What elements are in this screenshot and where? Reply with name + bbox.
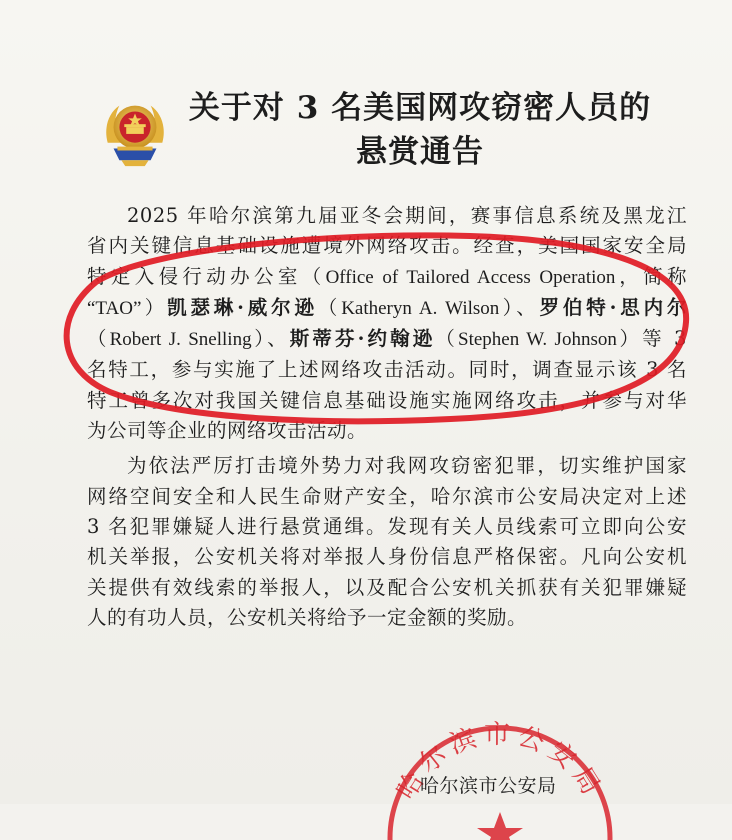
paragraph-line: 为依法严厉打击境外势力对我网攻窃密犯罪，切实维护国家: [127, 454, 687, 478]
paragraph-line: 省内关键信息基础设施遭境外网络攻击。经查，美国国家安全局: [87, 234, 687, 258]
suspect-latin-name-2: Robert J. Snelling: [109, 329, 252, 351]
text-segment: Office of Tailored Access Operation: [325, 266, 616, 288]
paragraph-line: 特工曾多次对我国关键信息基础设施实施网络攻击，并参与对华: [87, 388, 687, 412]
text-segment: ）、: [251, 327, 290, 351]
notice-title: [180, 86, 660, 174]
paragraph-line: 3 名犯罪嫌疑人进行悬赏通缉。发现有关人员线索可立即向公安: [87, 514, 687, 538]
paragraph-line: [87, 324, 687, 355]
seal-text: 哈尔滨市公安局: [391, 720, 609, 805]
paragraph-line: 机关举报，公安机关将对举报人身份信息严格保密。凡向公安机: [87, 545, 687, 569]
paragraph-2: [87, 451, 687, 633]
title-line-1: 关于对 3 名美国网攻窃密人员的: [188, 90, 652, 126]
paragraph-1: [87, 201, 687, 446]
suspect-name-1: 凯瑟琳·威尔逊: [167, 295, 318, 319]
text-segment: “TAO”）: [87, 297, 168, 319]
text-segment: （: [317, 295, 342, 319]
paragraph-line: 名特工，参与实施了上述网络攻击活动。同时，调查显示该 3 名: [87, 358, 687, 382]
paragraph-line: [87, 293, 687, 324]
paragraph-line: 关提供有效线索的举报人，以及配合公安机关抓获有关犯罪嫌疑: [87, 575, 687, 599]
title-line-2: 悬赏通告: [356, 134, 484, 170]
issuer-signature: 哈尔滨市公安局: [420, 775, 557, 797]
notice-body: [87, 201, 687, 633]
text-segment: （: [435, 327, 458, 351]
paragraph-line: 2025 年哈尔滨第九届亚冬会期间，赛事信息系统及黑龙江: [127, 204, 687, 227]
paragraph-line: [87, 262, 687, 293]
suspect-name-2: 罗伯特·思内尔: [539, 295, 687, 319]
police-emblem-icon: [96, 92, 174, 170]
text-segment: ，简称: [615, 264, 687, 288]
paragraph-line: 人的有功人员，公安机关将给予一定金额的奖励。: [87, 605, 528, 629]
text-segment: ）等 3: [616, 327, 687, 351]
suspect-latin-name-3: Stephen W. Johnson: [458, 329, 617, 351]
suspect-name-3: 斯蒂芬·约翰逊: [289, 327, 436, 351]
text-segment: （: [87, 327, 110, 351]
suspect-latin-name-1: Katheryn A. Wilson: [341, 297, 500, 319]
paragraph-line: 网络空间安全和人民生命财产安全，哈尔滨市公安局决定对上述: [87, 484, 687, 508]
text-segment: ）、: [499, 295, 540, 319]
text-segment: 特定入侵行动办公室（: [87, 264, 326, 288]
paragraph-line: 为公司等企业的网络攻击活动。: [87, 419, 368, 443]
